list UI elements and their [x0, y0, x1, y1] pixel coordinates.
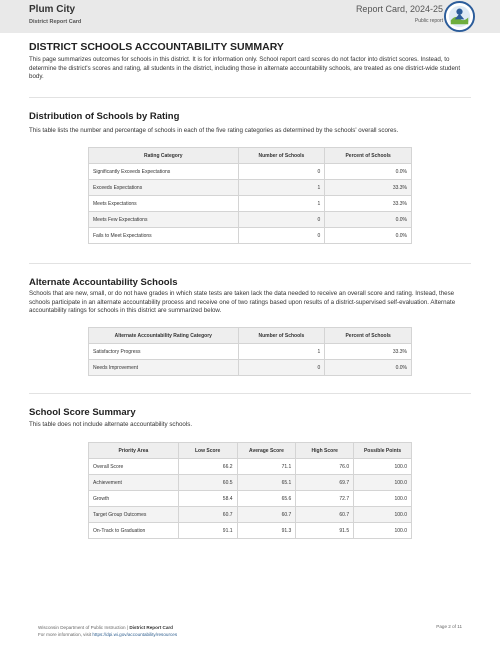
- column-header: Rating Category: [89, 148, 239, 164]
- average-score-cell: 71.1: [237, 459, 296, 475]
- column-header: Average Score: [237, 443, 296, 459]
- possible-points-cell: 100.0: [354, 491, 412, 507]
- table-row: [89, 212, 412, 228]
- average-score-cell: 91.3: [237, 523, 296, 539]
- state-seal-logo-icon: [444, 1, 475, 32]
- school-percent-cell: 33.3%: [325, 344, 412, 360]
- summary-title: DISTRICT SCHOOLS ACCOUNTABILITY SUMMARY: [29, 41, 284, 53]
- alt-rating-category-cell: Satisfactory Progress: [89, 344, 239, 360]
- school-percent-cell: 33.3%: [325, 196, 412, 212]
- school-count-cell: 1: [238, 196, 325, 212]
- alt-rating-category-cell: Needs Improvement: [89, 360, 239, 376]
- rating-category-cell: Meets Few Expectations: [89, 212, 239, 228]
- high-score-cell: 69.7: [296, 475, 354, 491]
- footer-info-prefix: For more information, visit: [38, 632, 93, 637]
- table-row: [89, 360, 412, 376]
- column-header: Number of Schools: [238, 148, 325, 164]
- footer-org: Wisconsin Department of Public Instruction: [38, 625, 126, 630]
- table-header-row: [89, 148, 412, 164]
- column-header: Percent of Schools: [325, 148, 412, 164]
- high-score-cell: 76.0: [296, 459, 354, 475]
- page-header: [0, 0, 500, 33]
- score-summary-title: School Score Summary: [29, 407, 136, 418]
- low-score-cell: 66.2: [178, 459, 237, 475]
- page-number: Page 2 of 11: [436, 624, 462, 629]
- footer-info-line: [38, 631, 177, 638]
- table-row: [89, 507, 412, 523]
- footer-separator: |: [125, 625, 130, 630]
- average-score-cell: 60.7: [237, 507, 296, 523]
- possible-points-cell: 100.0: [354, 523, 412, 539]
- footer-source-line: [38, 624, 177, 631]
- table-row: [89, 180, 412, 196]
- table-row: [89, 459, 412, 475]
- distribution-body: This table lists the number and percentage of schools in each of the five rating categories as determined by the schools' overall scores.: [29, 127, 399, 134]
- column-header: Number of Schools: [238, 328, 325, 344]
- district-name: Plum City: [29, 4, 76, 15]
- rating-category-cell: Meets Expectations: [89, 196, 239, 212]
- school-percent-cell: 0.0%: [325, 360, 412, 376]
- school-count-cell: 0: [238, 212, 325, 228]
- low-score-cell: 60.5: [178, 475, 237, 491]
- alternate-title: Alternate Accountability Schools: [29, 277, 178, 288]
- distribution-title: Distribution of Schools by Rating: [29, 111, 180, 122]
- distribution-table: [88, 147, 412, 244]
- column-header: Possible Points: [354, 443, 412, 459]
- rating-category-cell: Significantly Exceeds Expectations: [89, 164, 239, 180]
- school-percent-cell: 33.3%: [325, 180, 412, 196]
- table-header-row: [89, 328, 412, 344]
- low-score-cell: 58.4: [178, 491, 237, 507]
- header-left: [29, 4, 81, 25]
- possible-points-cell: 100.0: [354, 475, 412, 491]
- alternate-table: [88, 327, 412, 376]
- low-score-cell: 91.1: [178, 523, 237, 539]
- school-count-cell: 1: [238, 180, 325, 196]
- table-row: [89, 523, 412, 539]
- doc-type-label: District Report Card: [29, 19, 82, 25]
- school-count-cell: 1: [238, 344, 325, 360]
- priority-area-cell: On-Track to Graduation: [89, 523, 179, 539]
- column-header: Low Score: [178, 443, 237, 459]
- high-score-cell: 72.7: [296, 491, 354, 507]
- score-summary-table: [88, 442, 412, 539]
- section-divider: [29, 97, 471, 98]
- column-header: Priority Area: [89, 443, 179, 459]
- table-row: [89, 196, 412, 212]
- average-score-cell: 65.6: [237, 491, 296, 507]
- priority-area-cell: Growth: [89, 491, 179, 507]
- column-header: Percent of Schools: [325, 328, 412, 344]
- table-row: [89, 164, 412, 180]
- high-score-cell: 91.5: [296, 523, 354, 539]
- summary-body: This page summarizes outcomes for schools in this district. It is for information only. School report card scores do not factor into district scores. Instead, to determine the district's scores and rating, all students in the district, including those in alternate accountability schools, are treated as one district-wide student body.: [29, 56, 461, 81]
- possible-points-cell: 100.0: [354, 459, 412, 475]
- school-count-cell: 0: [238, 360, 325, 376]
- possible-points-cell: 100.0: [354, 507, 412, 523]
- table-header-row: [89, 443, 412, 459]
- report-title: Report Card, 2024-25: [355, 4, 443, 14]
- section-divider: [29, 393, 471, 394]
- school-percent-cell: 0.0%: [325, 228, 412, 244]
- priority-area-cell: Overall Score: [89, 459, 179, 475]
- alternate-body: Schools that are new, small, or do not have grades in which state tests are taken lack the data needed to receive an overall score and rating. Instead, these schools participate in an alternate accountability process and receive one of two ratings based upon results of a district-supervised self-evaluation. Alternate accountability ratings for schools in this district are summarized below.: [29, 290, 456, 315]
- rating-category-cell: Fails to Meet Expectations: [89, 228, 239, 244]
- table-row: [89, 491, 412, 507]
- table-row: [89, 475, 412, 491]
- page-footer: [38, 624, 177, 638]
- rating-category-cell: Exceeds Expectations: [89, 180, 239, 196]
- high-score-cell: 60.7: [296, 507, 354, 523]
- column-header: Alternate Accountability Rating Category: [89, 328, 239, 344]
- column-header: High Score: [296, 443, 354, 459]
- priority-area-cell: Achievement: [89, 475, 179, 491]
- priority-area-cell: Target Group Outcomes: [89, 507, 179, 523]
- section-divider: [29, 263, 471, 264]
- public-report-label: Public report: [414, 18, 443, 24]
- table-row: [89, 228, 412, 244]
- school-percent-cell: 0.0%: [325, 164, 412, 180]
- resources-link[interactable]: https://dpi.wi.gov/accountability/resources: [92, 632, 178, 637]
- average-score-cell: 65.1: [237, 475, 296, 491]
- school-count-cell: 0: [238, 228, 325, 244]
- low-score-cell: 60.7: [178, 507, 237, 523]
- table-row: [89, 344, 412, 360]
- footer-doc-name: District Report Card: [129, 625, 173, 630]
- school-percent-cell: 0.0%: [325, 212, 412, 228]
- school-count-cell: 0: [238, 164, 325, 180]
- score-summary-body: This table does not include alternate accountability schools.: [29, 421, 193, 428]
- header-right: [356, 4, 443, 24]
